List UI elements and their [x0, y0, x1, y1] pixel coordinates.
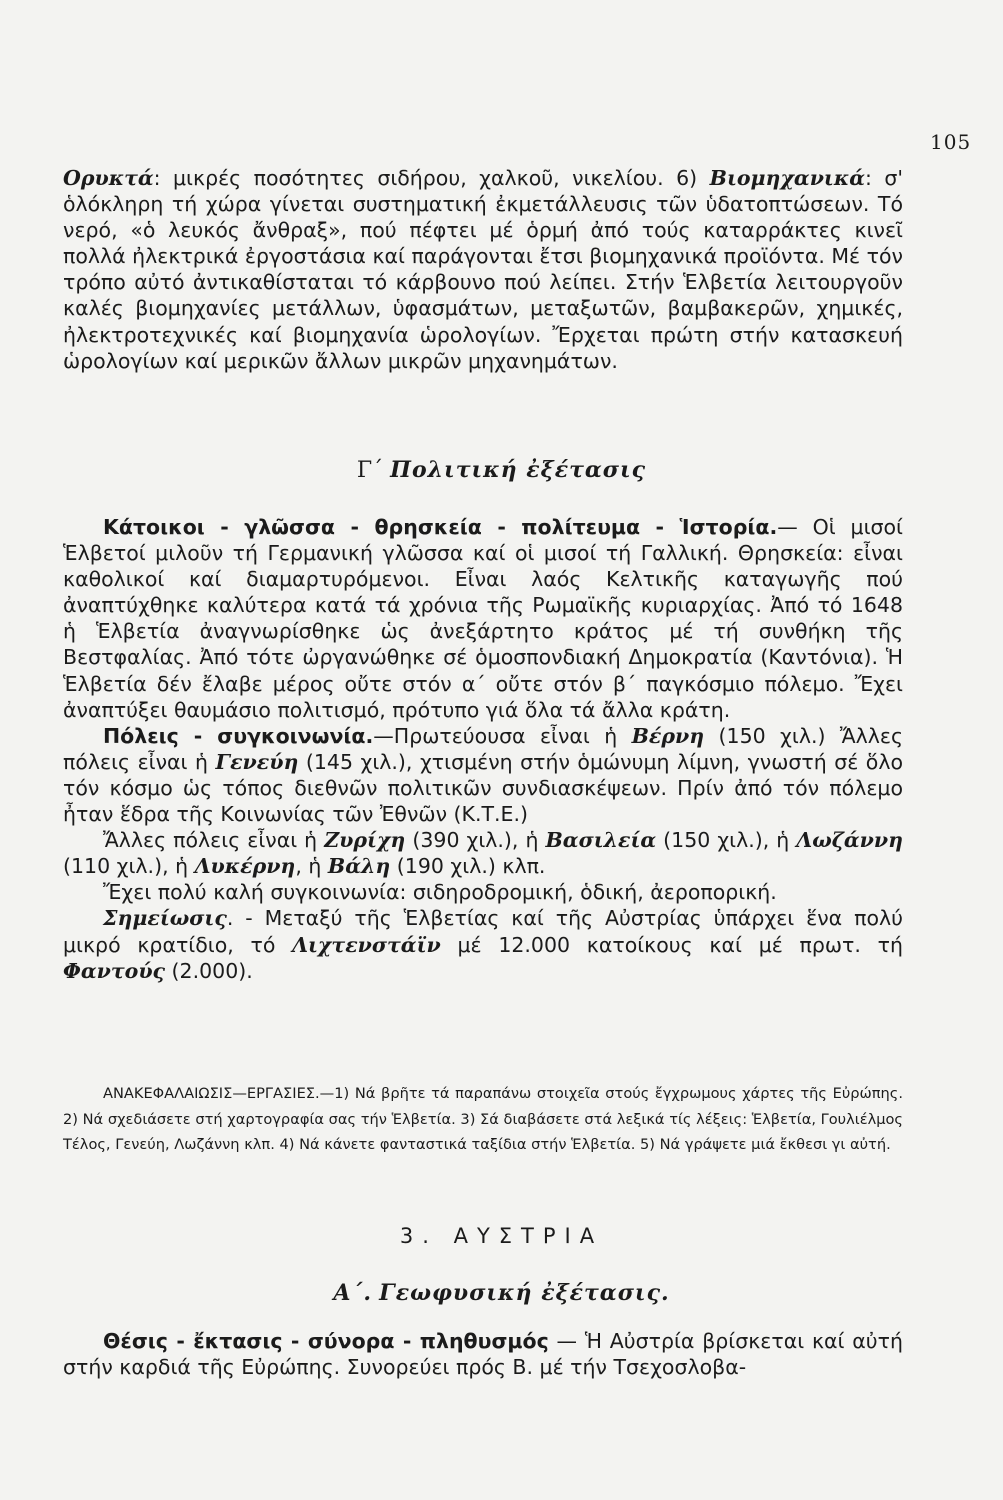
city-geneva: Γενεύη — [215, 749, 299, 774]
paragraph-position — [63, 1328, 903, 1380]
country-liechtenstein: Λιχτενστάϊν — [292, 932, 441, 957]
city-lucerne: Λυκέρνη — [194, 854, 296, 879]
section-heading-political — [0, 457, 1003, 483]
section-letter: Γ΄ — [356, 458, 384, 483]
section-heading-geophysical — [0, 1280, 1003, 1306]
section-title: Γεωφυσική ἐξέτασις. — [379, 1280, 670, 1306]
city-lausanne: Λωζάννη — [796, 828, 903, 853]
text: : μικρές ποσότητες σιδήρου, χαλκοῦ, νικελίου. 6) — [153, 166, 710, 190]
text: (150 χιλ.) Ἄλλες πόλεις εἶναι ἡ — [63, 723, 903, 774]
text: Ἄλλες πόλεις εἶναι ἡ — [103, 828, 325, 853]
text: (145 χιλ.), χτισμένη στήν ὁμώνυμη λίμνη, γνωστή σέ ὅλο τόν κόσμο ὡς τόπος διεθνῶν πολιτικῶν συνδιασκέψεων. Πρίν ἀπό τόν πόλεμο ἦταν ἕδρα τῆς Κοινωνίας τῶν Ἐθνῶν (Κ.Τ.Ε.) — [63, 749, 904, 827]
city-bern: Βέρνη — [631, 723, 705, 748]
section-title: Πολιτική ἐξέτασις — [390, 457, 647, 483]
paragraph-industry — [63, 165, 903, 374]
text: μέ 12.000 κατοίκους καί μέ πρωτ. τή — [440, 932, 903, 957]
heading-minerals: Ορυκτά — [63, 166, 154, 190]
city-basle: Βάλη — [327, 854, 391, 879]
heading-industrial: Βιομηχανικά — [709, 166, 865, 190]
city-basel: Βασιλεία — [545, 828, 657, 853]
paragraph-people — [63, 514, 903, 984]
text: (2.000). — [165, 958, 253, 983]
chapter-title: 3. ΑΥΣΤΡΙΑ — [399, 1224, 604, 1248]
text: — Οἱ μισοί Ἑλβετοί μιλοῦν τή Γερμανική γλῶσσα καί οἱ μισοί τή Γαλλική. Θρησκεία: εἶναι καθολικοί καί διαμαρτυρόμενοι. Εἶναι λαός Κελτικῆς καταγωγῆς πού ἀναπτύχθηκε καλύτερα κατά τά χρόνια τῆς Ρωμαϊκῆς κυριαρχίας. Ἀπό τό 1648 ἡ Ἑλβετία ἀναγνωρίσθηκε ὡς ἀνεξάρτητο κράτος μέ τή συνθήκη τῆς Βεστφαλίας. Ἀπό τότε ὠργανώθηκε σέ ὁμοσπονδιακή Δημοκρατία (Καντόνια). Ἡ Ἑλβετία δέν ἔλαβε μέρος οὔτε στόν α΄ οὔτε στόν β΄ παγκόσμιο πόλεμο. Ἔχει ἀναπτύξει θαυμάσιο πολιτισμό, πρότυπο γιά ὅλα τά ἄλλα κράτη. — [63, 515, 903, 722]
text: — Ἡ Αὐστρία βρίσκεται καί αὐτή στήν καρδιά τῆς Εὐρώπης. Συνορεύει πρός Β. μέ τήν Τσεχοσλοβα- — [63, 1329, 903, 1380]
text: . - Μεταξύ τῆς Ἑλβετίας καί τῆς Αὐστρίας ὑπάρχει ἕνα πολύ μικρό κρατίδιο, τό — [63, 906, 903, 957]
paragraph-transport: Ἔχει πολύ καλή συγκοινωνία: σιδηροδρομική, ὁδική, ἀεροπορική. — [103, 880, 777, 905]
page-number: 105 — [930, 130, 972, 154]
city-zurich: Ζυρίχη — [324, 828, 406, 853]
text: (110 χιλ.), ἡ — [63, 854, 195, 879]
heading-cities: Πόλεις - συγκοινωνία. — [103, 723, 374, 748]
text: : σ' ὁλόκληρη τή χώρα γίνεται συστηματική ἐκμετάλλευσις τῶν ὑδατοπτώσεων. Τό νερό, «ὁ λευκός ἄνθραξ», πού πέφτει μέ ὁρμή ἀπό τούς καταρράκτες κινεῖ πολλά ἠλεκτρικά ἐργοστάσια καί παράγονται ἔτσι βιομηχανικά προϊόντα. Μέ τόν τρόπο αὐτό ἀντικαθίσταται τό κάρβουνο πού λείπει. Στήν Ἑλβετία λειτουργοῦν καλές βιομηχανίες μετάλλων, ὑφασμάτων, μεταξωτῶν, βαμβακερῶν, χημικές, ἠλεκτροτεχνικές καί βιομηχανία ὡρολογίων. Ἔρχεται πρώτη στήν κατασκευή ὡρολογίων καί μερικῶν ἄλλων μικρῶν μηχανημάτων. — [63, 166, 903, 373]
city-vaduz: Φαντούς — [63, 958, 166, 983]
text: (150 χιλ.), ἡ — [656, 828, 797, 853]
text: (390 χιλ.), ἡ — [405, 828, 546, 853]
text: —Πρωτεύουσα εἶναι ἡ — [373, 723, 632, 748]
exercises-block: ΑΝΑΚΕΦΑΛΑΙΩΣΙΣ—ΕΡΓΑΣΙΕΣ.—1) Νά βρῆτε τά παραπάνω στοιχεῖα στούς ἔγχρωμους χάρτες τῆς Εὐρώπης. 2) Νά σχεδιάσετε στή χαρτογραφία σας τήν Ἑλβετία. 3) Σά διαβάσετε στά λεξικά τίς λέξεις: Ἑλβετία, Γουλιέλμος Τέλος, Γενεύη, Λωζάννη κλπ. 4) Νά κάνετε φανταστικά ταξίδια στήν Ἑλβετία. 5) Νά γράψετε μιά ἔκθεσι γι αὐτή. — [63, 1085, 903, 1153]
heading-position: Θέσις - ἔκτασις - σύνορα - πληθυσμός — [103, 1329, 549, 1353]
text: , ἡ — [295, 854, 328, 879]
heading-note: Σημείωσις — [103, 906, 227, 931]
section-letter: Α΄. — [333, 1280, 373, 1306]
text: (190 χιλ.) κλπ. — [390, 854, 546, 879]
heading-people: Κάτοικοι - γλῶσσα - θρησκεία - πολίτευμα - Ἱστορία. — [103, 515, 778, 539]
